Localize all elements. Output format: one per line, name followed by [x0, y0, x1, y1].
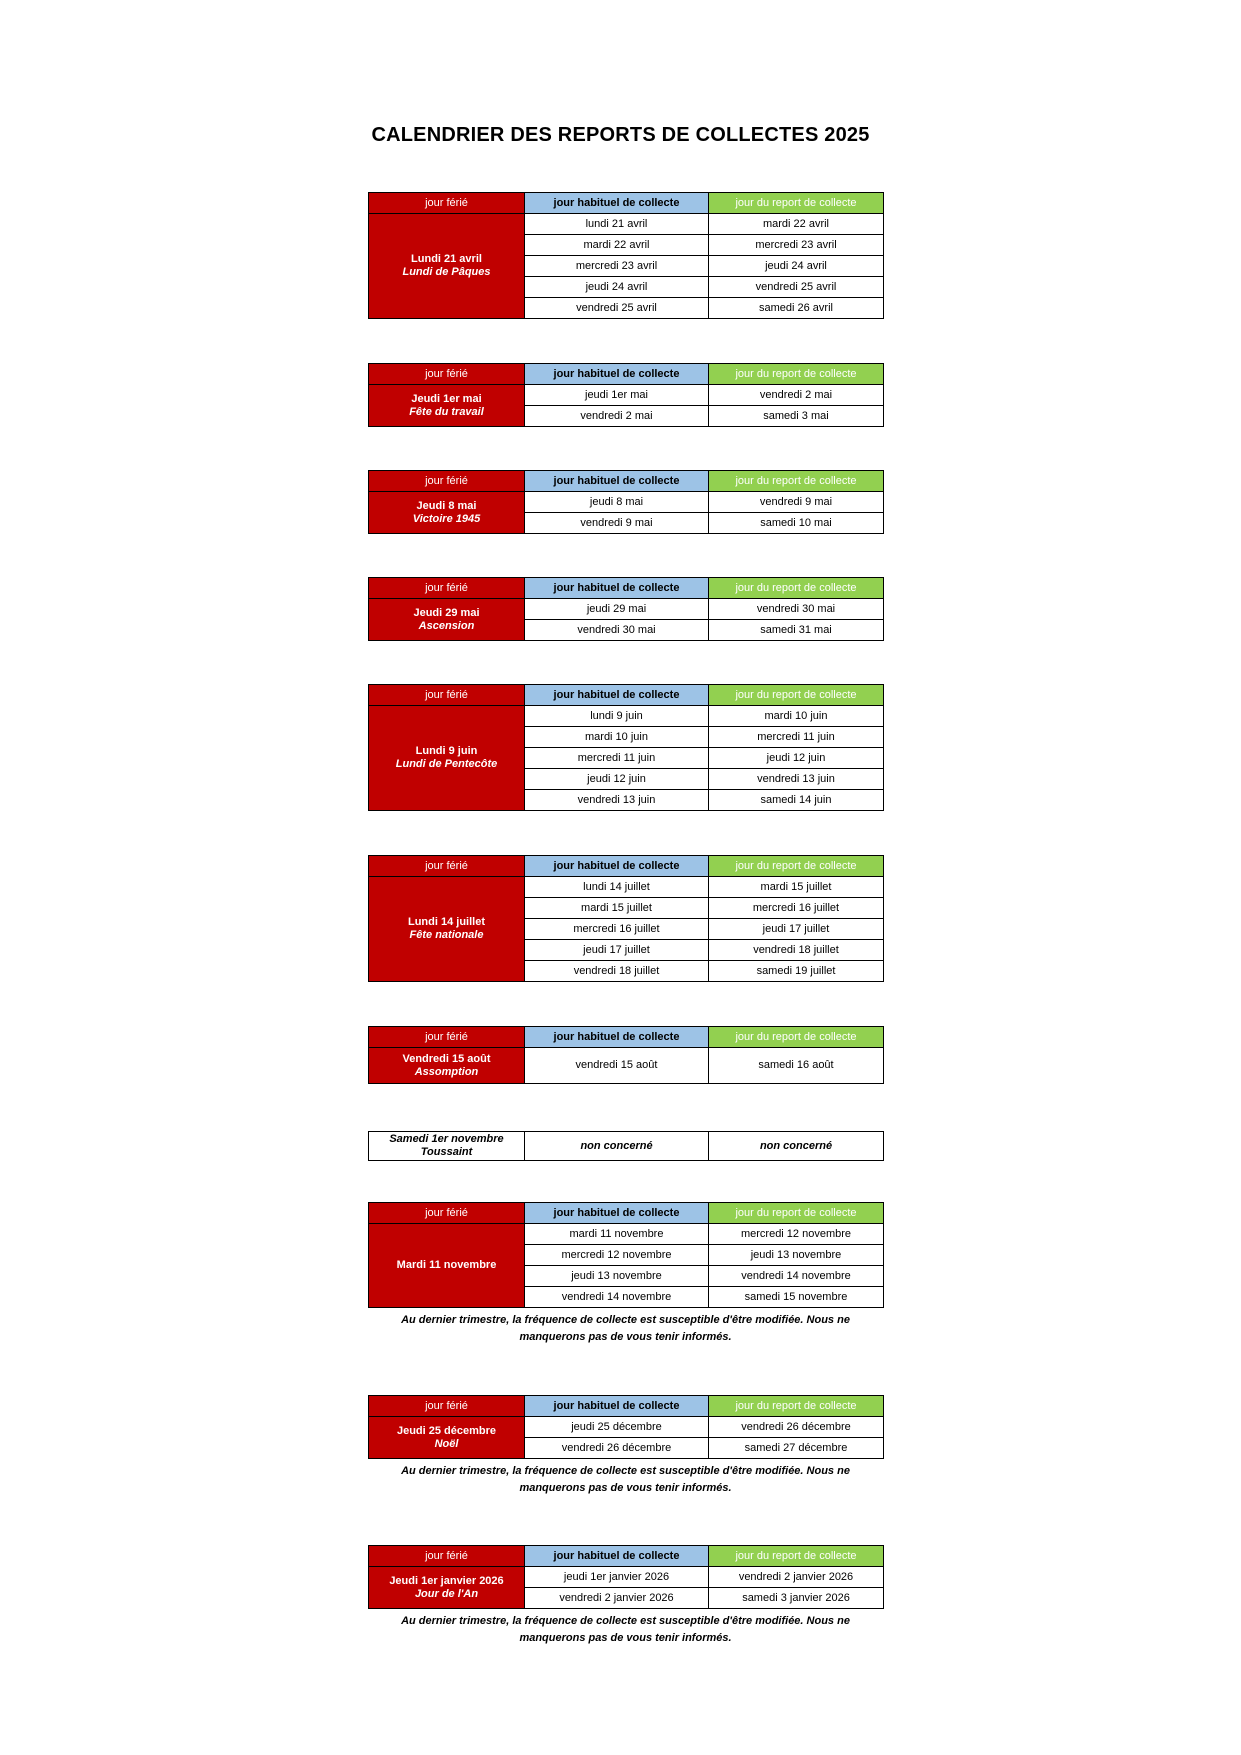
holiday-cell [369, 214, 525, 319]
holiday-block-ascension [368, 577, 883, 641]
holiday-description: Victoire 1945 [412, 512, 481, 525]
holiday-description: Ascension [418, 619, 475, 632]
holiday-name: Jeudi 1er janvier 2026 [389, 1574, 504, 1587]
holiday-description: Lundi de Pâques [402, 266, 491, 278]
holiday-cell [369, 877, 525, 982]
holiday-name: Lundi 14 juillet [407, 916, 485, 928]
holiday-name: Jeudi 25 décembre [396, 1424, 497, 1437]
report-cell: mercredi 16 juillet [709, 898, 884, 919]
holiday-description: Noël [434, 1437, 459, 1450]
header-jour-habituel: jour habituel de collecte [525, 193, 709, 214]
report-cell: vendredi 26 décembre [709, 1417, 884, 1438]
schedule-table [368, 1202, 884, 1308]
holiday-cell [369, 385, 525, 427]
holiday-description: Lundi de Pentecôte [395, 758, 498, 770]
report-cell: mercredi 11 juin [709, 727, 884, 748]
report-cell: vendredi 2 mai [709, 385, 884, 406]
holiday-block-noel [368, 1395, 883, 1497]
holiday-name: Jeudi 8 mai [416, 499, 477, 512]
header-jour-ferie: jour férié [369, 1396, 525, 1417]
header-jour-report: jour du report de collecte [709, 685, 884, 706]
header-jour-report: jour du report de collecte [709, 1203, 884, 1224]
habituel-cell: mercredi 23 avril [525, 256, 709, 277]
holiday-name: Mardi 11 novembre [396, 1259, 497, 1271]
report-cell: samedi 16 août [709, 1048, 884, 1084]
habituel-cell: mardi 10 juin [525, 727, 709, 748]
header-jour-habituel: jour habituel de collecte [525, 1203, 709, 1224]
holiday-cell [369, 1224, 525, 1308]
holiday-name: Lundi 9 juin [415, 745, 478, 757]
report-cell: mercredi 12 novembre [709, 1224, 884, 1245]
habituel-cell: jeudi 8 mai [525, 492, 709, 513]
frequency-note: Au dernier trimestre, la fréquence de collecte est susceptible d'être modifiée. Nous ne manquerons pas de vous tenir informés. [401, 1615, 850, 1644]
report-cell: jeudi 24 avril [709, 256, 884, 277]
habituel-cell: vendredi 26 décembre [525, 1438, 709, 1459]
header-jour-ferie: jour férié [369, 856, 525, 877]
schedule-table [368, 577, 884, 641]
header-jour-habituel: jour habituel de collecte [525, 685, 709, 706]
holiday-cell [369, 492, 525, 534]
header-jour-report: jour du report de collecte [709, 364, 884, 385]
holiday-block-assomption [368, 1026, 883, 1084]
habituel-cell: vendredi 9 mai [525, 513, 709, 534]
schedule-table [368, 470, 884, 534]
frequency-note: Au dernier trimestre, la fréquence de collecte est susceptible d'être modifiée. Nous ne manquerons pas de vous tenir informés. [401, 1314, 850, 1343]
holiday-block-paques [368, 192, 883, 319]
header-jour-habituel: jour habituel de collecte [525, 856, 709, 877]
habituel-cell: jeudi 1er mai [525, 385, 709, 406]
holiday-description: Assomption [414, 1065, 479, 1078]
header-jour-report: jour du report de collecte [709, 1027, 884, 1048]
header-jour-habituel: jour habituel de collecte [525, 578, 709, 599]
header-jour-habituel: jour habituel de collecte [525, 1396, 709, 1417]
header-jour-habituel: jour habituel de collecte [525, 1546, 709, 1567]
header-jour-report: jour du report de collecte [709, 1546, 884, 1567]
schedule-table [368, 363, 884, 427]
header-jour-ferie: jour férié [369, 578, 525, 599]
holiday-cell [369, 1567, 525, 1609]
header-jour-ferie: jour férié [369, 471, 525, 492]
holiday-cell [369, 1048, 525, 1084]
report-cell: samedi 14 juin [709, 790, 884, 811]
schedule-table [368, 192, 884, 319]
report-cell: samedi 19 juillet [709, 961, 884, 982]
habituel-cell: mercredi 11 juin [525, 748, 709, 769]
holiday-name: Jeudi 29 mai [413, 606, 480, 619]
header-jour-ferie: jour férié [369, 1546, 525, 1567]
habituel-cell: vendredi 13 juin [525, 790, 709, 811]
report-cell: samedi 10 mai [709, 513, 884, 534]
schedule-table [368, 1395, 884, 1459]
header-jour-ferie: jour férié [369, 685, 525, 706]
holiday-name: Vendredi 15 août [402, 1052, 491, 1065]
habituel-cell: vendredi 18 juillet [525, 961, 709, 982]
holiday-description: Fête du travail [409, 405, 484, 418]
report-cell: vendredi 30 mai [709, 599, 884, 620]
report-cell: samedi 3 janvier 2026 [709, 1588, 884, 1609]
header-jour-ferie: jour férié [369, 1027, 525, 1048]
holiday-cell [369, 1132, 525, 1161]
habituel-cell: jeudi 12 juin [525, 769, 709, 790]
habituel-cell: vendredi 25 avril [525, 298, 709, 319]
report-cell: vendredi 2 janvier 2026 [709, 1567, 884, 1588]
report-cell: jeudi 17 juillet [709, 919, 884, 940]
report-cell: vendredi 13 juin [709, 769, 884, 790]
schedule-table [368, 855, 884, 982]
report-cell: vendredi 9 mai [709, 492, 884, 513]
header-jour-habituel: jour habituel de collecte [525, 1027, 709, 1048]
report-cell: samedi 31 mai [709, 620, 884, 641]
habituel-cell: jeudi 13 novembre [525, 1266, 709, 1287]
header-jour-report: jour du report de collecte [709, 193, 884, 214]
holiday-block-fete-nationale [368, 855, 883, 982]
holiday-block-jour-de-l-an [368, 1545, 883, 1647]
holiday-name: Jeudi 1er mai [411, 392, 482, 405]
holiday-block-8-mai [368, 470, 883, 534]
habituel-cell: vendredi 15 août [525, 1048, 709, 1084]
report-cell: jeudi 13 novembre [709, 1245, 884, 1266]
header-jour-ferie: jour férié [369, 364, 525, 385]
frequency-note: Au dernier trimestre, la fréquence de collecte est susceptible d'être modifiée. Nous ne manquerons pas de vous tenir informés. [401, 1465, 850, 1494]
holiday-cell [369, 706, 525, 811]
habituel-cell: mercredi 16 juillet [525, 919, 709, 940]
habituel-cell: jeudi 25 décembre [525, 1417, 709, 1438]
habituel-cell: vendredi 14 novembre [525, 1287, 709, 1308]
holiday-description: Fête nationale [409, 929, 484, 941]
header-jour-habituel: jour habituel de collecte [525, 364, 709, 385]
habituel-cell: lundi 21 avril [525, 214, 709, 235]
habituel-cell: mardi 22 avril [525, 235, 709, 256]
report-cell: vendredi 14 novembre [709, 1266, 884, 1287]
schedule-table [368, 684, 884, 811]
header-jour-habituel: jour habituel de collecte [525, 471, 709, 492]
report-cell: mardi 15 juillet [709, 877, 884, 898]
habituel-cell: lundi 14 juillet [525, 877, 709, 898]
holiday-description: Toussaint [420, 1146, 473, 1158]
header-jour-report: jour du report de collecte [709, 856, 884, 877]
holiday-description: Jour de l'An [414, 1587, 479, 1600]
report-cell: mardi 10 juin [709, 706, 884, 727]
habituel-cell: vendredi 2 janvier 2026 [525, 1588, 709, 1609]
habituel-cell: jeudi 29 mai [525, 599, 709, 620]
report-cell: samedi 26 avril [709, 298, 884, 319]
habituel-cell: mardi 11 novembre [525, 1224, 709, 1245]
report-cell: mercredi 23 avril [709, 235, 884, 256]
header-jour-report: jour du report de collecte [709, 578, 884, 599]
schedule-table [368, 1545, 884, 1609]
habituel-cell: vendredi 30 mai [525, 620, 709, 641]
habituel-cell: jeudi 17 juillet [525, 940, 709, 961]
holiday-block-pentecote [368, 684, 883, 811]
holiday-name: Lundi 21 avril [411, 253, 482, 265]
habituel-cell: jeudi 24 avril [525, 277, 709, 298]
header-jour-ferie: jour férié [369, 193, 525, 214]
page-title: CALENDRIER DES REPORTS DE COLLECTES 2025 [371, 124, 870, 146]
report-cell: vendredi 25 avril [709, 277, 884, 298]
header-jour-report: jour du report de collecte [709, 1396, 884, 1417]
report-cell: mardi 22 avril [709, 214, 884, 235]
habituel-cell: non concerné [525, 1132, 709, 1161]
header-jour-report: jour du report de collecte [709, 471, 884, 492]
header-jour-ferie: jour férié [369, 1203, 525, 1224]
holiday-cell [369, 599, 525, 641]
habituel-cell: lundi 9 juin [525, 706, 709, 727]
habituel-cell: vendredi 2 mai [525, 406, 709, 427]
report-cell: jeudi 12 juin [709, 748, 884, 769]
habituel-cell: mercredi 12 novembre [525, 1245, 709, 1266]
holiday-block-1er-mai [368, 363, 883, 427]
schedule-table [368, 1026, 884, 1084]
report-cell: non concerné [709, 1132, 884, 1161]
habituel-cell: jeudi 1er janvier 2026 [525, 1567, 709, 1588]
holiday-block-armistice [368, 1202, 883, 1346]
holiday-cell [369, 1417, 525, 1459]
holiday-name: Samedi 1er novembre [389, 1133, 504, 1145]
report-cell: samedi 3 mai [709, 406, 884, 427]
holiday-block-toussaint [368, 1131, 883, 1161]
report-cell: samedi 27 décembre [709, 1438, 884, 1459]
habituel-cell: mardi 15 juillet [525, 898, 709, 919]
report-cell: vendredi 18 juillet [709, 940, 884, 961]
report-cell: samedi 15 novembre [709, 1287, 884, 1308]
schedule-table [368, 1131, 884, 1161]
